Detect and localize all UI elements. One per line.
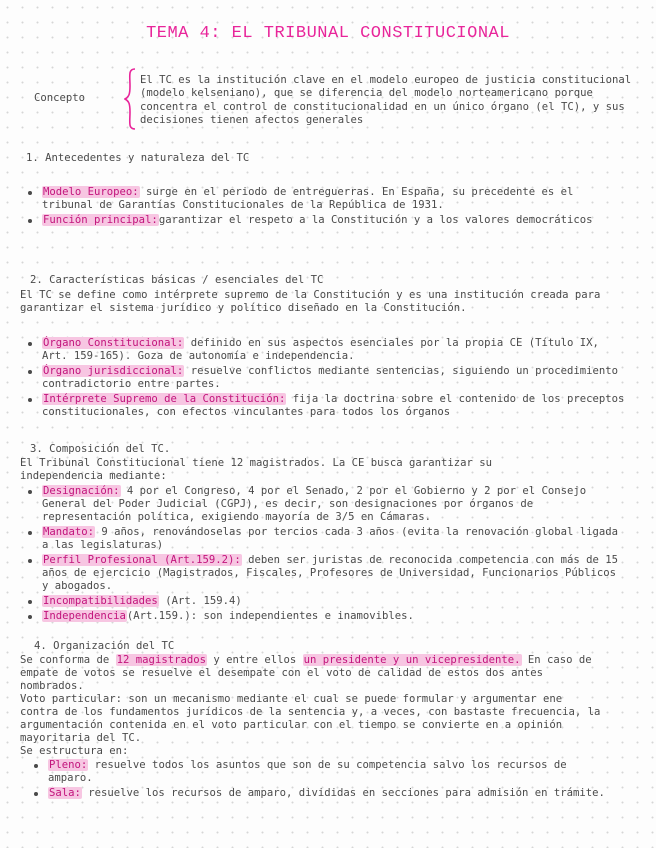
- item-text: resuelve todos los asuntos que son de su competencia salvo los recursos de amparo.: [48, 759, 567, 784]
- bullet-icon: [28, 370, 32, 374]
- highlighted-term: Perfil Profesional (Art.159.2):: [43, 554, 241, 566]
- section-4-paragraph-2: Voto particular: son un mecanismo mediante el cual se puede formular y argumentar ene contra de los fundamentos jurídicos de la sentencia y, a veces, con bastaste frecuencia, la argumentación contenida en el voto particular con el tiempo se convierte en a opinión mayoritaria del TC.: [20, 693, 601, 744]
- highlighted-term: Sala:: [49, 787, 81, 799]
- item-text: resuelve conflictos mediante sentencias, siguiendo un procedimiento contradictorio entre partes.: [42, 365, 619, 390]
- list-item: [24, 485, 628, 524]
- highlighted-term: un presidente y un vicepresidente.: [303, 654, 521, 666]
- section-3-list: [24, 485, 628, 625]
- item-text: (Art.159.): son independientes e inamovibles.: [126, 610, 414, 622]
- section-2-intro: El TC se define como intérprete supremo de la Constitución y es una institución creada para garantizar el sistema jurídico y político diseñado en la Constitución.: [20, 289, 601, 314]
- highlighted-term: Incompatibilidades: [43, 595, 158, 607]
- list-item: [30, 759, 614, 785]
- item-text: fija la doctrina sobre el contenido de los preceptos constitucionales, con efectos vinculantes para todos los órganos: [42, 393, 625, 418]
- bullet-icon: [28, 398, 32, 402]
- concept-label: Concepto: [34, 92, 86, 104]
- section-4-heading: 4. Organización del TC: [34, 640, 175, 652]
- bullet-icon: [28, 219, 32, 223]
- section-1-heading: 1. Antecedentes y naturaleza del TC: [26, 152, 250, 164]
- list-item: [24, 393, 628, 419]
- bullet-icon: [28, 615, 32, 619]
- curly-brace-icon: [124, 68, 136, 130]
- highlighted-term: Intérprete Supremo de la Constitución:: [43, 393, 286, 405]
- item-text: garantizar el respeto a la Constitución y a los valores democráticos: [158, 214, 593, 226]
- item-text: surge en el periodo de entreguerras. En España, su precedente es el tribunal de Garantías Constitucionales de la República de 1931.: [42, 186, 574, 211]
- section-4-paragraph-3: Se estructura en:: [20, 745, 129, 757]
- item-text: 4 por el Congreso, 4 por el Senado, 2 por el Gobierno y 2 por el Consejo General del Poder Judicial (CGPJ), es decir, son designaciones por órganos de representación política, exigiendo mayoría de 3/5 en Cámaras.: [42, 485, 587, 523]
- list-item: [24, 214, 624, 227]
- item-text: 9 años, renovándoselas por tercios cada 3 años (evita la renovación global ligada a las legislaturas): [42, 526, 619, 551]
- section-4-paragraph-1: [20, 654, 600, 693]
- list-item: [24, 365, 628, 391]
- highlighted-term: Órgano jurisdiccional:: [43, 365, 184, 377]
- section-3-heading: 3. Composición del TC.: [30, 443, 171, 455]
- list-item: [24, 337, 628, 363]
- bullet-icon: [28, 600, 32, 604]
- highlighted-term: Mandato:: [43, 526, 95, 538]
- page-title: TEMA 4: EL TRIBUNAL CONSTITUCIONAL: [146, 24, 510, 43]
- list-item: [24, 526, 628, 552]
- highlighted-term: 12 magistrados: [116, 654, 206, 666]
- highlighted-term: Órgano Constitucional:: [43, 337, 184, 349]
- highlighted-term: Independencia: [43, 610, 126, 622]
- highlighted-term: Modelo Europeo:: [43, 186, 139, 198]
- bullet-icon: [28, 342, 32, 346]
- list-item: [24, 610, 628, 623]
- paragraph-text: Se conforma de: [20, 654, 116, 666]
- concept-text: El TC es la institución clave en el modelo europeo de justicia constitucional (modelo kelseniano), que se diferencia del modelo norteamericano porque concentra el control de constitucionalidad en un único órgano (el TC), y sus decisiones tienen afectos generales: [140, 74, 632, 127]
- paragraph-text: y entre ellos: [206, 654, 303, 666]
- bullet-icon: [34, 792, 38, 796]
- item-text: resuelve los recursos de amparo, divididas en secciones para admisión en trámite.: [81, 787, 605, 799]
- list-item: [30, 787, 614, 800]
- bullet-icon: [34, 764, 38, 768]
- paragraph-text: En caso de empate de votos se resuelve el desempate con el voto de calidad de estos dos antes nombrados.: [20, 654, 592, 692]
- section-3-intro: El Tribunal Constitucional tiene 12 magistrados. La CE busca garantizar su independencia mediante:: [20, 457, 492, 482]
- list-item: [24, 554, 628, 593]
- section-4-list: [30, 759, 614, 802]
- highlighted-term: Designación:: [43, 485, 120, 497]
- bullet-icon: [28, 490, 32, 494]
- bullet-icon: [28, 559, 32, 563]
- section-1-list: [24, 186, 624, 229]
- item-text: definido en sus aspectos esenciales por la propia CE (Título IX, Art. 159-165). Goza de autonomía e independencia.: [42, 337, 599, 362]
- list-item: [24, 186, 624, 212]
- item-text: (Art. 159.4): [158, 595, 242, 607]
- item-text: deben ser juristas de reconocida competencia con más de 15 años de ejercicio (Magistrados, Fiscales, Profesores de Universidad, Funcionarios Públicos y abogados.: [42, 554, 619, 592]
- highlighted-term: Función principal:: [43, 214, 158, 226]
- list-item: [24, 595, 628, 608]
- bullet-icon: [28, 191, 32, 195]
- bullet-icon: [28, 531, 32, 535]
- section-2-list: [24, 337, 628, 421]
- section-2-heading: 2. Características básicas / esenciales del TC: [30, 274, 324, 286]
- highlighted-term: Pleno:: [49, 759, 88, 771]
